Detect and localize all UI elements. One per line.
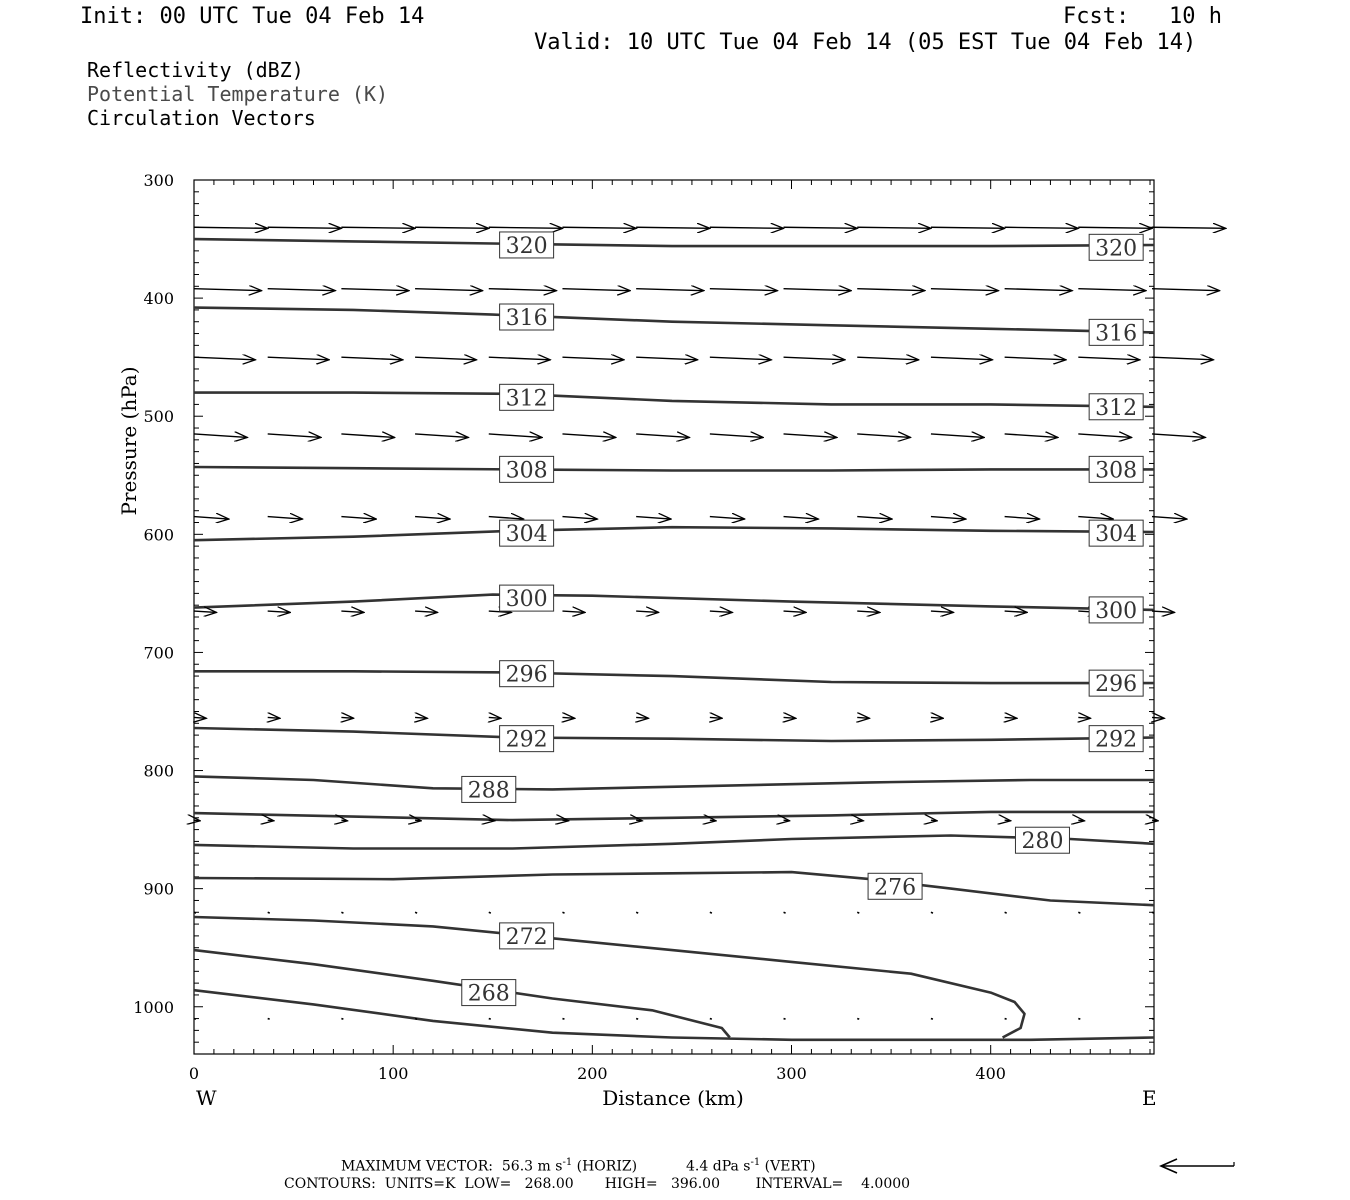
circulation-vector xyxy=(341,1019,343,1020)
y-axis-label: Pressure (hPa) xyxy=(117,366,141,516)
circulation-vector xyxy=(1152,611,1175,612)
x-tick-label: 200 xyxy=(577,1064,608,1083)
contour-label-316 xyxy=(500,304,554,331)
circulation-vector xyxy=(857,357,919,360)
contour-label-300 xyxy=(1089,597,1143,624)
circulation-vector xyxy=(931,289,999,291)
circulation-vector xyxy=(341,357,403,360)
circulation-vector xyxy=(636,611,659,612)
circulation-vector xyxy=(931,357,993,360)
circulation-vector xyxy=(857,1019,859,1020)
circulation-vector xyxy=(268,434,321,438)
circulation-vector xyxy=(1078,227,1152,228)
svg-text:296: 296 xyxy=(1095,672,1138,698)
vert-exponent: -1 xyxy=(750,1157,761,1168)
horiz-tag: (HORIZ) xyxy=(576,1158,638,1175)
x-tick-label: 300 xyxy=(776,1064,807,1083)
svg-text:316: 316 xyxy=(505,306,548,332)
contour-label-316 xyxy=(1089,319,1143,346)
contour-label-292 xyxy=(1089,726,1143,753)
circulation-vector xyxy=(931,434,984,438)
circulation-vector xyxy=(1152,912,1154,913)
contour-272 xyxy=(194,917,1025,1038)
max-vector-line xyxy=(341,1157,816,1175)
circulation-vector xyxy=(268,289,336,291)
forecast-value: 10 h xyxy=(1168,4,1222,29)
circulation-vector xyxy=(857,820,863,821)
y-tick-label: 400 xyxy=(143,289,174,309)
circulation-vector xyxy=(857,434,910,438)
circulation-vector xyxy=(268,517,303,519)
circulation-vector xyxy=(784,517,819,519)
svg-text:308: 308 xyxy=(1095,458,1138,484)
circulation-vector xyxy=(1152,517,1187,519)
circulation-vector xyxy=(268,227,342,228)
circulation-vector xyxy=(415,1019,417,1020)
contour-label-320 xyxy=(500,232,554,259)
circulation-vector xyxy=(562,717,574,718)
circulation-vector xyxy=(341,611,364,612)
circulation-vector xyxy=(784,611,807,612)
circulation-vector xyxy=(710,912,712,913)
circulation-vector xyxy=(268,820,274,821)
contour-label-300 xyxy=(500,585,554,612)
circulation-vector xyxy=(710,289,778,291)
x-tick-label: 100 xyxy=(377,1064,409,1083)
circulation-vector xyxy=(1078,912,1080,913)
svg-text:280: 280 xyxy=(1021,829,1064,855)
circulation-vector xyxy=(1078,434,1131,438)
svg-text:292: 292 xyxy=(1095,727,1138,753)
circulation-vector xyxy=(562,1019,564,1020)
circulation-vector xyxy=(784,289,852,291)
y-tick-label: 700 xyxy=(143,643,174,663)
west-label: W xyxy=(196,1086,217,1110)
svg-text:272: 272 xyxy=(505,924,548,950)
contour-320 xyxy=(194,239,1154,246)
circulation-vector xyxy=(1005,434,1058,438)
reference-vector-arrow xyxy=(1161,1159,1234,1173)
contour-label-308 xyxy=(1089,456,1143,483)
circulation-vector xyxy=(710,227,784,228)
circulation-vector xyxy=(1152,227,1226,228)
circulation-vector xyxy=(194,1019,196,1020)
vert-tag: (VERT) xyxy=(764,1158,816,1175)
circulation-vector xyxy=(194,434,247,438)
y-tick-label: 800 xyxy=(143,761,174,781)
contour-label-320 xyxy=(1089,234,1143,261)
contour-label-296 xyxy=(1089,670,1143,697)
circulation-vector xyxy=(636,820,642,821)
circulation-vector xyxy=(636,227,710,228)
circulation-vector xyxy=(489,717,501,718)
circulation-vector xyxy=(341,820,347,821)
circulation-vector xyxy=(562,289,630,291)
circulation-vector xyxy=(341,227,415,228)
svg-text:300: 300 xyxy=(505,587,548,613)
circulation-vector xyxy=(194,357,256,360)
circulation-vector xyxy=(931,1019,933,1020)
circulation-vector xyxy=(489,517,524,519)
circulation-vector xyxy=(194,820,200,821)
contour-label-268 xyxy=(462,980,516,1007)
y-tick-label: 500 xyxy=(143,407,174,427)
circulation-vector xyxy=(636,517,671,519)
circulation-vector xyxy=(1152,820,1158,821)
circulation-vector xyxy=(415,517,450,519)
svg-text:308: 308 xyxy=(505,458,548,484)
circulation-vector xyxy=(1005,912,1007,913)
circulation-vector xyxy=(784,1019,786,1020)
svg-text:320: 320 xyxy=(505,233,548,259)
circulation-vector xyxy=(931,517,966,519)
circulation-vector xyxy=(784,357,846,360)
svg-text:304: 304 xyxy=(505,522,548,548)
svg-text:292: 292 xyxy=(505,727,548,753)
svg-text:316: 316 xyxy=(1095,321,1138,347)
circulation-vector xyxy=(784,717,796,718)
circulation-vector xyxy=(1152,1019,1154,1020)
contour-label-312 xyxy=(1089,394,1143,421)
circulation-vector xyxy=(415,227,489,228)
circulation-vector xyxy=(1152,717,1164,718)
circulation-vector xyxy=(489,1019,491,1020)
field-circulation-vectors: Circulation Vectors xyxy=(87,106,316,130)
circulation-vector xyxy=(562,912,564,913)
x-tick-label: 0 xyxy=(188,1064,200,1083)
circulation-vector xyxy=(415,912,417,913)
svg-text:320: 320 xyxy=(1095,236,1138,262)
init-time: Init: 00 UTC Tue 04 Feb 14 xyxy=(80,4,425,29)
max-vector-label: MAXIMUM VECTOR: xyxy=(341,1158,493,1175)
contour-label-292 xyxy=(500,726,554,753)
circulation-vector xyxy=(784,820,790,821)
contour-292 xyxy=(194,728,1154,741)
circulation-vector xyxy=(710,517,745,519)
circulation-vector xyxy=(268,1019,270,1020)
circulation-vector xyxy=(1005,289,1073,291)
circulation-vector xyxy=(489,434,542,438)
contour-284 xyxy=(194,812,1154,820)
circulation-vector xyxy=(194,717,206,718)
circulation-vector xyxy=(489,912,491,913)
circulation-vector xyxy=(489,227,563,228)
circulation-vector xyxy=(636,717,648,718)
circulation-vector xyxy=(931,912,933,913)
y-tick-label: 600 xyxy=(143,525,174,545)
contour-316 xyxy=(194,308,1154,333)
circulation-vector xyxy=(562,357,624,360)
circulation-vector xyxy=(194,227,268,228)
vert-value: 4.4 dPa s xyxy=(686,1158,751,1175)
circulation-vector xyxy=(1152,289,1220,291)
circulation-vector xyxy=(489,820,495,821)
circulation-vector xyxy=(931,820,937,821)
circulation-vector xyxy=(1005,611,1028,612)
circulation-vector xyxy=(1078,289,1146,291)
y-tick-label: 1000 xyxy=(133,997,174,1017)
circulation-vector xyxy=(931,717,943,718)
circulation-vector xyxy=(194,517,229,519)
circulation-vector xyxy=(784,912,786,913)
horiz-value: 56.3 m s xyxy=(501,1158,563,1175)
y-tick-label: 300 xyxy=(143,171,174,190)
svg-text:296: 296 xyxy=(505,662,548,688)
circulation-vector xyxy=(1078,517,1113,519)
circulation-vector xyxy=(1005,227,1079,228)
circulation-vector xyxy=(415,611,438,612)
east-label: E xyxy=(1142,1086,1157,1110)
circulation-vector xyxy=(562,611,585,612)
circulation-vector xyxy=(194,289,262,291)
circulation-vector xyxy=(710,820,716,821)
field-reflectivity: Reflectivity (dBZ) xyxy=(87,58,304,82)
contour-label-288 xyxy=(462,776,516,803)
circulation-vector xyxy=(636,912,638,913)
contour-276 xyxy=(194,872,1154,905)
circulation-vector xyxy=(931,227,1005,228)
circulation-vector xyxy=(931,611,954,612)
circulation-vector xyxy=(710,357,772,360)
circulation-vector xyxy=(194,611,217,612)
horiz-exponent: -1 xyxy=(562,1157,573,1168)
circulation-vector xyxy=(710,611,733,612)
circulation-vector xyxy=(1152,357,1214,360)
contour-312 xyxy=(194,393,1154,407)
svg-text:268: 268 xyxy=(467,981,510,1007)
circulation-vector xyxy=(1005,820,1011,821)
circulation-vector xyxy=(562,820,568,821)
circulation-vector xyxy=(710,1019,712,1020)
circulation-vector xyxy=(784,227,858,228)
contour-280 xyxy=(194,836,1154,849)
circulation-vector xyxy=(857,717,869,718)
circulation-vector xyxy=(562,517,597,519)
circulation-vector xyxy=(415,717,427,718)
contour-label-276 xyxy=(868,873,922,900)
contour-288 xyxy=(194,776,1154,789)
y-tick-label: 900 xyxy=(143,879,174,899)
field-potential-temperature: Potential Temperature (K) xyxy=(87,82,389,106)
circulation-vector xyxy=(1078,1019,1080,1020)
circulation-vector xyxy=(268,357,330,360)
circulation-vector xyxy=(341,717,353,718)
circulation-vector xyxy=(415,820,421,821)
contour-label-304 xyxy=(500,520,554,547)
circulation-vector xyxy=(857,289,925,291)
circulation-vector xyxy=(710,717,722,718)
svg-text:312: 312 xyxy=(505,386,548,412)
circulation-vector xyxy=(1078,717,1090,718)
circulation-vector xyxy=(415,289,483,291)
circulation-vector xyxy=(857,227,931,228)
contour-308 xyxy=(194,467,1154,471)
circulation-vector xyxy=(341,434,394,438)
svg-text:312: 312 xyxy=(1095,395,1138,421)
circulation-vector xyxy=(1078,357,1140,360)
svg-text:300: 300 xyxy=(1095,598,1138,624)
circulation-vector xyxy=(710,434,763,438)
circulation-vector xyxy=(636,434,689,438)
contour-info: CONTOURS: UNITS=K LOW= 268.00 HIGH= 396.00 INTERVAL= 4.0000 xyxy=(284,1176,911,1192)
contour-label-312 xyxy=(500,384,554,411)
svg-text:304: 304 xyxy=(1095,522,1138,548)
circulation-vector xyxy=(784,434,837,438)
contour-label-296 xyxy=(500,661,554,688)
x-axis-label: Distance (km) xyxy=(602,1086,744,1110)
contour-304 xyxy=(194,527,1154,540)
x-tick-label: 400 xyxy=(975,1064,1006,1083)
circulation-vector xyxy=(489,289,557,291)
contour-label-272 xyxy=(500,923,554,950)
circulation-vector xyxy=(268,912,270,913)
circulation-vector xyxy=(1152,434,1205,438)
contour-label-308 xyxy=(500,456,554,483)
circulation-vector xyxy=(1005,517,1040,519)
contour-296 xyxy=(194,671,1154,683)
circulation-vector xyxy=(268,717,280,718)
circulation-vector xyxy=(857,611,880,612)
circulation-vector xyxy=(857,517,892,519)
svg-text:276: 276 xyxy=(874,875,917,901)
contour-label-304 xyxy=(1089,520,1143,547)
svg-text:288: 288 xyxy=(467,778,510,804)
circulation-vector xyxy=(636,289,704,291)
circulation-vector xyxy=(1078,820,1084,821)
contour-300 xyxy=(194,595,1154,610)
circulation-vector xyxy=(489,357,551,360)
forecast-label: Fcst: xyxy=(1063,4,1130,29)
valid-time: Valid: 10 UTC Tue 04 Feb 14 (05 EST Tue 04 Feb 14) xyxy=(534,30,1197,55)
circulation-vector xyxy=(1005,357,1067,360)
circulation-vector xyxy=(1005,1019,1007,1020)
circulation-vector xyxy=(268,611,291,612)
circulation-vector xyxy=(341,912,343,913)
circulation-vector xyxy=(636,1019,638,1020)
circulation-vector xyxy=(636,357,698,360)
circulation-vector xyxy=(857,912,859,913)
circulation-vector xyxy=(341,289,409,291)
circulation-vector xyxy=(415,357,477,360)
circulation-vector xyxy=(415,434,468,438)
circulation-vector xyxy=(194,912,196,913)
circulation-vector xyxy=(341,517,376,519)
circulation-vector xyxy=(562,434,615,438)
circulation-vector xyxy=(562,227,636,228)
circulation-vector xyxy=(1005,717,1017,718)
contour-label-280 xyxy=(1015,827,1069,854)
